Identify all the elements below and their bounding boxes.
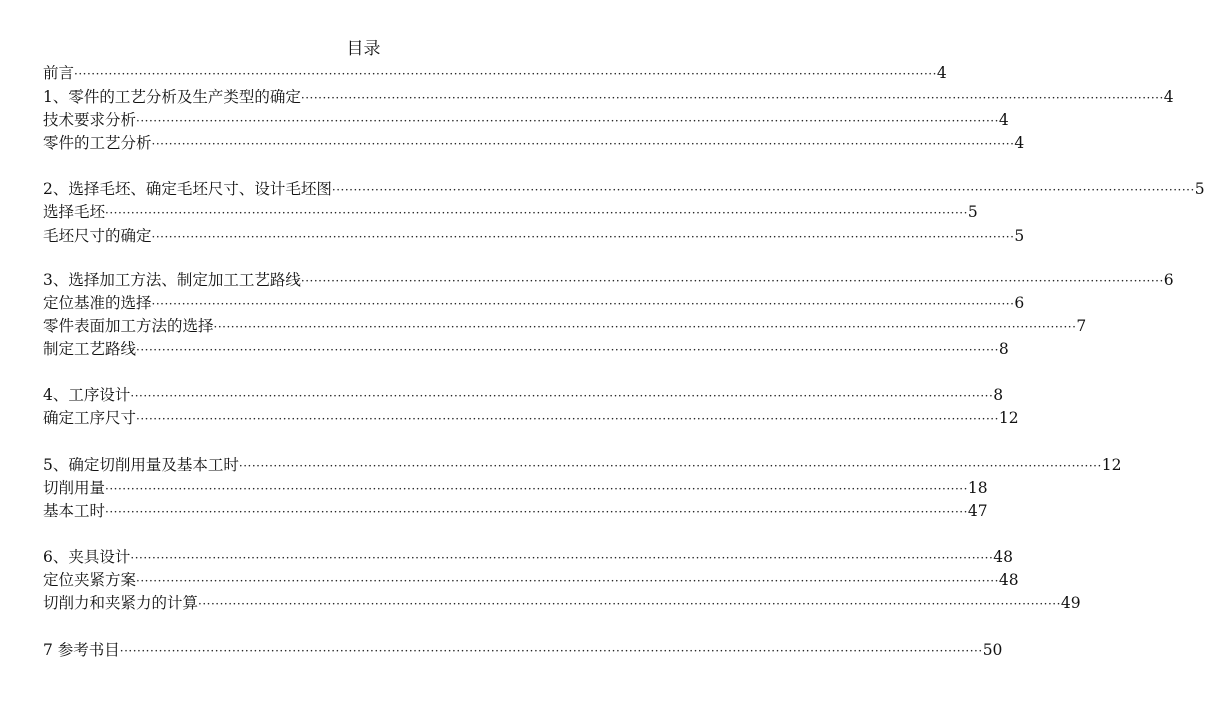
- dot-leader: ········································································································································································································: [151, 137, 1015, 151]
- toc-entry-label: 技术要求分析: [43, 111, 137, 129]
- toc-entry-page: 5: [1014, 227, 1025, 245]
- toc-entry-page: 7: [1076, 317, 1087, 335]
- toc-entry-label: 制定工艺路线: [43, 340, 137, 358]
- toc-entry-label: 1、零件的工艺分析及生产类型的确定: [43, 88, 301, 106]
- toc-entry-label: 前言: [43, 64, 75, 82]
- toc-entry-page: 12: [998, 409, 1019, 427]
- toc-entry-page: 6: [1163, 271, 1174, 289]
- dot-leader: ········································································································································································································: [198, 597, 1061, 611]
- toc-entry-section-5[interactable]: [43, 454, 1122, 476]
- toc-entry-label: 零件的工艺分析: [43, 134, 152, 152]
- toc-entry-label: 6、夹具设计: [43, 548, 131, 566]
- toc-entry-label: 确定工序尺寸: [43, 409, 137, 427]
- toc-entry-preface[interactable]: [43, 62, 947, 84]
- toc-entry-5-2[interactable]: [43, 500, 988, 522]
- toc-entry-section-2[interactable]: [43, 178, 1205, 200]
- toc-entry-2-2[interactable]: [43, 225, 1025, 247]
- toc-entry-page: 5: [1194, 180, 1205, 198]
- toc-entry-page: 50: [982, 641, 1003, 659]
- dot-leader: ········································································································································································································: [151, 297, 1015, 311]
- dot-leader: ········································································································································································································: [130, 551, 994, 565]
- dot-leader: ········································································································································································································: [213, 320, 1077, 334]
- toc-entry-page: 5: [967, 203, 978, 221]
- toc-entry-label: 零件表面加工方法的选择: [43, 317, 214, 335]
- toc-entry-page: 48: [998, 571, 1019, 589]
- toc-entry-label: 5、确定切削用量及基本工时: [43, 456, 239, 474]
- toc-entry-page: 12: [1101, 456, 1122, 474]
- toc-entry-1-2[interactable]: [43, 132, 1025, 154]
- toc-entry-6-1[interactable]: [43, 569, 1019, 591]
- toc-entry-section-3[interactable]: [43, 269, 1174, 291]
- dot-leader: ········································································································································································································: [136, 343, 999, 357]
- dot-leader: ········································································································································································································: [300, 91, 1164, 105]
- toc-entry-label: 定位夹紧方案: [43, 571, 137, 589]
- toc-entry-1-1[interactable]: [43, 109, 1009, 131]
- dot-leader: ········································································································································································································: [105, 206, 968, 220]
- toc-entry-label: 7 参考书目: [43, 641, 120, 659]
- toc-entry-3-2[interactable]: [43, 315, 1087, 337]
- toc-entry-label: 4、工序设计: [43, 386, 131, 404]
- toc-entry-section-4[interactable]: [43, 384, 1004, 406]
- toc-entry-section-1[interactable]: [43, 86, 1174, 108]
- toc-entry-4-1[interactable]: [43, 407, 1019, 429]
- toc-entry-label: 毛坯尺寸的确定: [43, 227, 152, 245]
- toc-entry-page: 4: [1163, 88, 1174, 106]
- toc-entry-label: 切削用量: [43, 479, 106, 497]
- toc-entry-page: 4: [936, 64, 947, 82]
- toc-entry-page: 4: [998, 111, 1009, 129]
- toc-entry-page: 6: [1014, 294, 1025, 312]
- dot-leader: ········································································································································································································: [105, 505, 968, 519]
- toc-entry-page: 48: [993, 548, 1013, 566]
- page-title: 目录: [346, 39, 381, 59]
- toc-entry-page: 4: [1014, 134, 1025, 152]
- dot-leader: ········································································································································································································: [238, 459, 1102, 473]
- dot-leader: ········································································································································································································: [136, 412, 999, 426]
- toc-entry-2-1[interactable]: [43, 201, 978, 223]
- toc-entry-6-2[interactable]: [43, 592, 1081, 614]
- toc-entry-page: 8: [998, 340, 1009, 358]
- toc-entry-references[interactable]: [43, 639, 1003, 661]
- toc-entry-label: 切削力和夹紧力的计算: [43, 594, 199, 612]
- toc-entry-section-6[interactable]: [43, 546, 1013, 568]
- dot-leader: ········································································································································································································: [74, 67, 937, 81]
- dot-leader: ········································································································································································································: [130, 389, 994, 403]
- toc-entry-label: 基本工时: [43, 502, 106, 520]
- toc-entry-label: 3、选择加工方法、制定加工工艺路线: [43, 271, 301, 289]
- toc-entry-3-1[interactable]: [43, 292, 1025, 314]
- toc-entry-page: 49: [1060, 594, 1081, 612]
- toc-entry-5-1[interactable]: [43, 477, 988, 499]
- toc-entry-page: 8: [993, 386, 1004, 404]
- toc-entry-label: 选择毛坯: [43, 203, 106, 221]
- toc-entry-3-3[interactable]: [43, 338, 1009, 360]
- dot-leader: ········································································································································································································: [151, 230, 1015, 244]
- dot-leader: ········································································································································································································: [105, 482, 968, 496]
- dot-leader: ········································································································································································································: [331, 183, 1195, 197]
- toc-entry-page: 47: [967, 502, 988, 520]
- dot-leader: ········································································································································································································: [136, 574, 999, 588]
- toc-entry-page: 18: [967, 479, 988, 497]
- toc-entry-label: 定位基准的选择: [43, 294, 152, 312]
- dot-leader: ········································································································································································································: [119, 644, 983, 658]
- dot-leader: ········································································································································································································: [136, 114, 999, 128]
- dot-leader: ········································································································································································································: [300, 274, 1164, 288]
- toc-entry-label: 2、选择毛坯、确定毛坯尺寸、设计毛坯图: [43, 180, 332, 198]
